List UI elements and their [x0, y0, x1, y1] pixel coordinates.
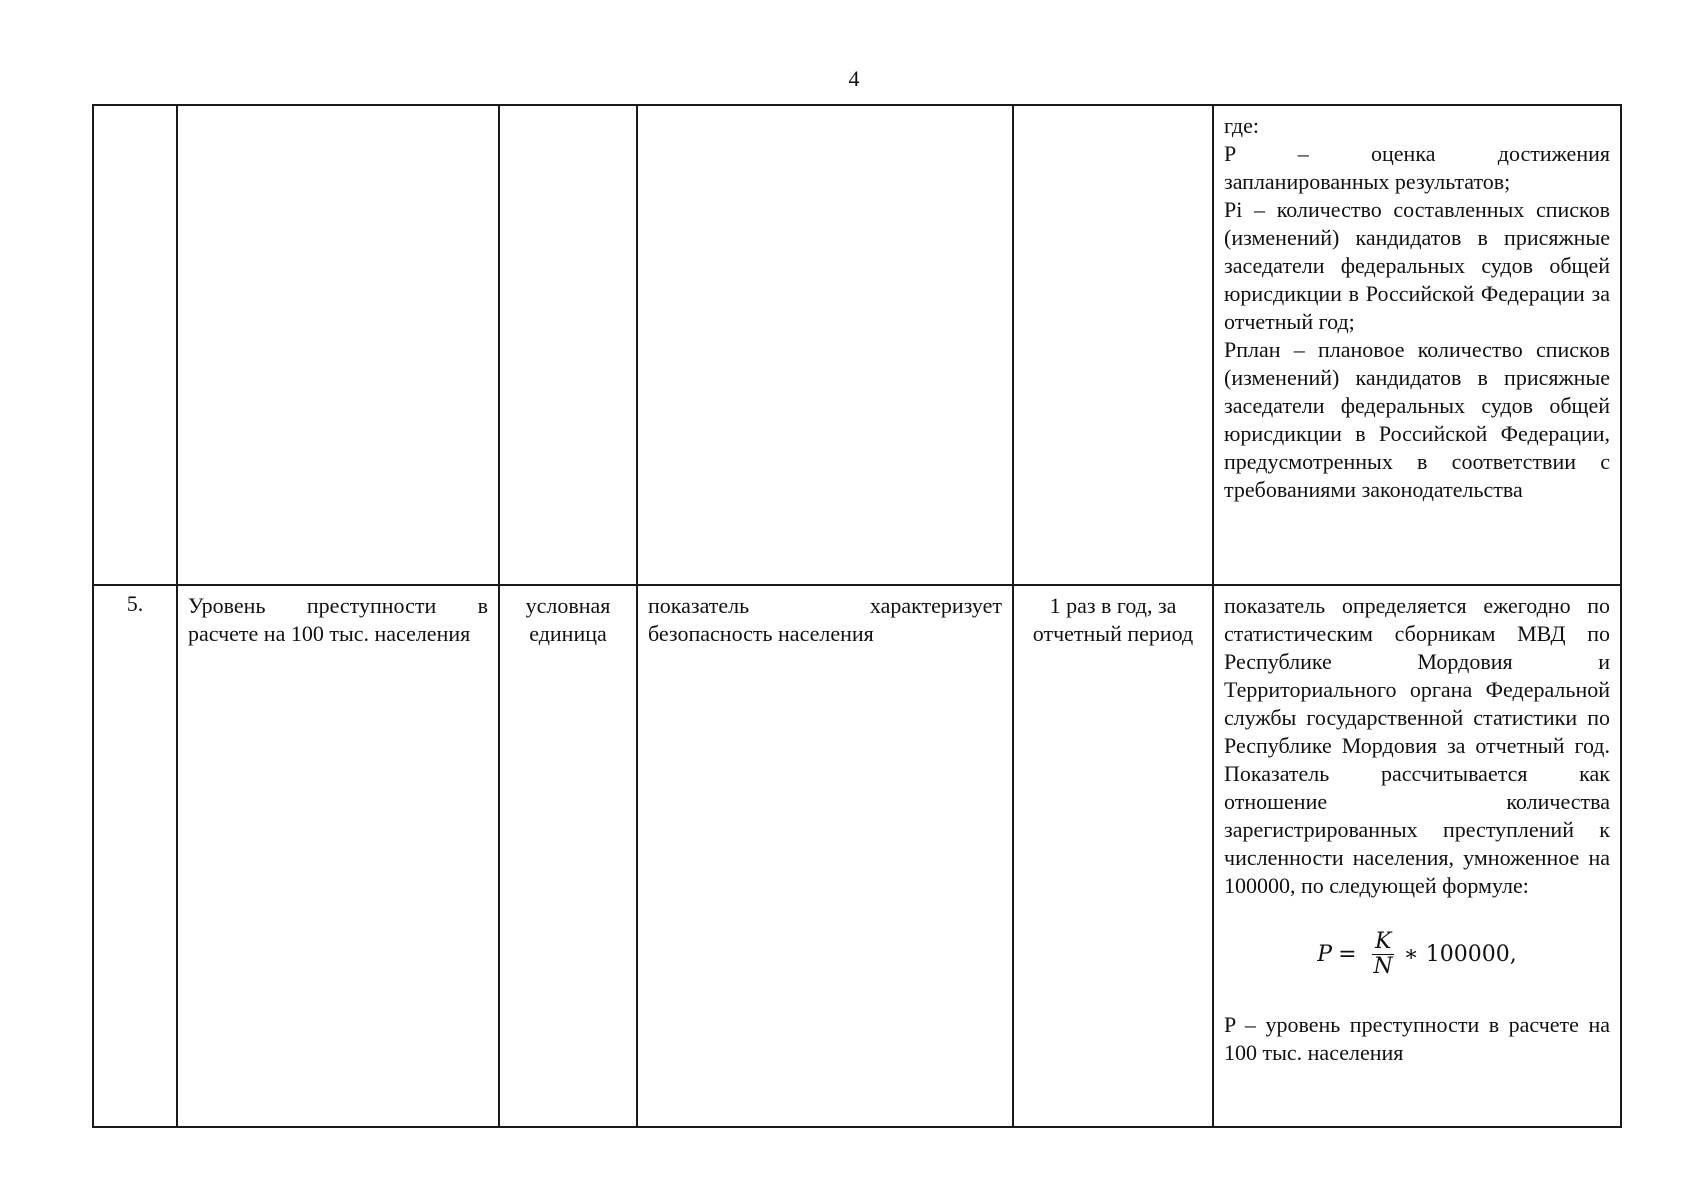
cell-characteristic	[637, 105, 1013, 585]
formula-denominator: N	[1373, 954, 1393, 979]
cell-frequency: 1 раз в год, за отчетный период	[1013, 585, 1213, 1127]
cell-frequency	[1013, 105, 1213, 585]
formula-fraction	[1371, 930, 1396, 979]
indicators-table	[92, 104, 1622, 1128]
formula-equals: =	[1338, 941, 1357, 967]
formula-multiplier: ∗ 100000,	[1403, 941, 1517, 967]
crime-rate-formula	[1224, 930, 1610, 979]
description-after: P – уровень преступности в расчете на 100 тыс. населения	[1224, 1012, 1610, 1065]
cell-number	[93, 105, 177, 585]
formula-numerator: K	[1372, 930, 1394, 955]
description-line: Pплан – плановое количество списков (изменений) кандидатов в присяжные заседатели федеральных судов общей юрисдикции в Российской Федерации, предусмотренных в соответствии с требованиями законодательства	[1224, 337, 1610, 502]
description-line: P – оценка достижения запланированных результатов;	[1224, 141, 1610, 194]
cell-indicator-name	[177, 105, 499, 585]
cell-indicator-name: Уровень преступности в расчете на 100 тыс. населения	[177, 585, 499, 1127]
table-row-5	[93, 585, 1621, 1127]
cell-unit: условная единица	[499, 585, 637, 1127]
cell-number: 5.	[93, 585, 177, 1127]
description-line: Pi – количество составленных списков (изменений) кандидатов в присяжные заседатели федеральных судов общей юрисдикции в Российской Федерации за отчетный год;	[1224, 197, 1610, 334]
page-number: 4	[848, 66, 860, 91]
formula-lhs: P	[1317, 941, 1333, 967]
cell-calculation-method	[1213, 105, 1621, 585]
description-intro: показатель определяется ежегодно по статистическим сборникам МВД по Республике Мордовия и Территориального органа Федеральной службы государственной статистики по Республике Мордовия за отчетный год. Показатель рассчитывается как отношение количества зарегистрированных преступлений к численности населения, умноженное на 100000, по следующей формуле:	[1224, 593, 1610, 898]
cell-unit	[499, 105, 637, 585]
cell-characteristic: показатель характеризует безопасность населения	[637, 585, 1013, 1127]
table-row-continued	[93, 105, 1621, 585]
description-line: где:	[1224, 113, 1259, 138]
cell-calculation-method	[1213, 585, 1621, 1127]
